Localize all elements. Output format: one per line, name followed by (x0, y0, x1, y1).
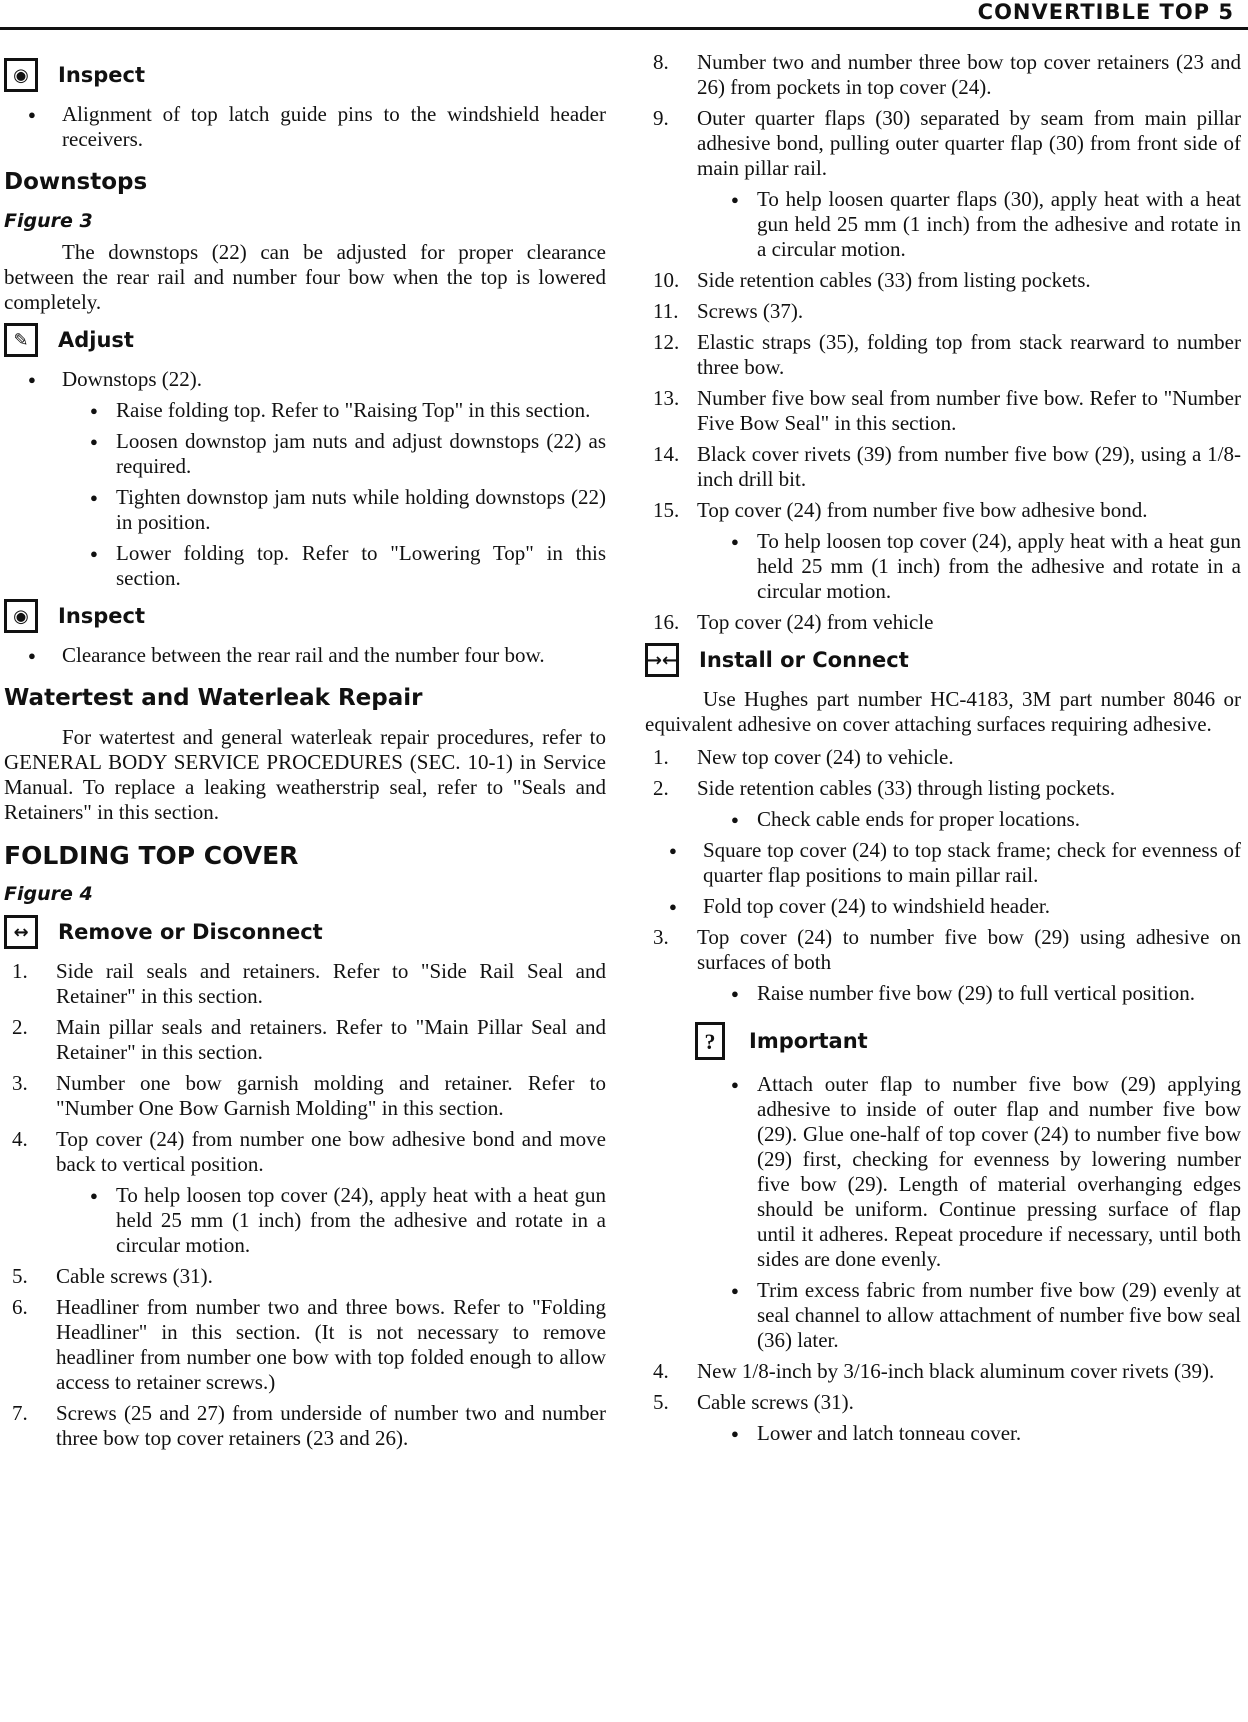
numbered-step: 1. Side rail seals and retainers. Refer to "Side Rail Seal and Retainer" in this section. (12, 959, 606, 1008)
bullet-item: ● Fold top cover (24) to windshield header. (645, 894, 1241, 919)
adjust-heading (4, 323, 606, 357)
numbered-step: 5. Cable screws (31). (653, 1390, 854, 1414)
numbered-step: 2. Main pillar seals and retainers. Refer to "Main Pillar Seal and Retainer" in this section. (12, 1015, 606, 1064)
numbered-step: 3. Top cover (24) to number five bow (29) using adhesive on surfaces of both (653, 925, 1241, 974)
figure-ref: Figure 4 (4, 883, 93, 905)
numbered-step: 4. Top cover (24) from number one bow adhesive bond and move back to vertical position. (12, 1127, 606, 1176)
page-title: CONVERTIBLE TOP 5 (977, 0, 1234, 24)
sub-bullet: ● Attach outer flap to number five bow (29) applying adhesive to inside of outer flap and number five bow (29). Glue one-half of top cover (24) to number five bow (29) first, checking for evenness by lowering number five bow (29). Length of material overhanging edges should be uniform. Continue pressing surface of flap until it adheres. Repeat procedure if necessary, until both sides are done evenly. (645, 1072, 1241, 1272)
sub-bullet: ● Tighten downstop jam nuts while holding downstops (22) in position. (4, 485, 606, 535)
remove-heading (4, 915, 606, 949)
install-arrows-icon: →← (645, 643, 679, 677)
sub-bullet: ● Check cable ends for proper locations. (645, 807, 1241, 832)
sub-bullet: ● Raise folding top. Refer to "Raising Top" in this section. (4, 398, 606, 423)
install-label: Install or Connect (699, 647, 909, 672)
sub-bullet: ● Loosen downstop jam nuts and adjust downstops (22) as required. (4, 429, 606, 479)
numbered-step: 13. Number five bow seal from number five bow. Refer to "Number Five Bow Seal" in this section. (653, 386, 1241, 435)
numbered-step: 2. Side retention cables (33) through listing pockets. (653, 776, 1116, 800)
numbered-step: 7. Screws (25 and 27) from underside of number two and number three bow top cover retainers (23 and 26). (12, 1401, 606, 1450)
numbered-step: 9. Outer quarter flaps (30) separated by seam from main pillar adhesive bond, pulling outer quarter flap (30) from front side of main pillar rail. (653, 106, 1241, 180)
important-heading (695, 1022, 1241, 1060)
figure-ref: Figure 3 (4, 210, 93, 232)
paragraph: For watertest and general waterleak repair procedures, refer to GENERAL BODY SERVICE PROCEDURES (SEC. 10-1) in Service Manual. To replace a leaking weatherstrip seal, refer to "Seals and Retainers" in this section. (4, 725, 606, 824)
numbered-step: 11. Screws (37). (653, 299, 804, 323)
adjust-label: Adjust (58, 327, 134, 352)
sub-bullet: ● Trim excess fabric from number five bow (29) evenly at seal channel to allow attachment of number five bow seal (36) later. (645, 1278, 1241, 1353)
sub-bullet: ● Lower and latch tonneau cover. (645, 1421, 1241, 1446)
sub-bullet: ● To help loosen quarter flaps (30), apply heat with a heat gun held 25 mm (1 inch) from the adhesive and rotate in a circular motion. (645, 187, 1241, 262)
bullet-item: ● Square top cover (24) to top stack frame; check for evenness of quarter flap positions to main pillar rail. (645, 838, 1241, 888)
sub-bullet: ● Lower folding top. Refer to "Lowering Top" in this section. (4, 541, 606, 591)
numbered-step: 15. Top cover (24) from number five bow adhesive bond. (653, 498, 1148, 522)
install-heading (645, 643, 1241, 677)
numbered-step: 4. New 1/8-inch by 3/16-inch black aluminum cover rivets (39). (653, 1359, 1215, 1383)
bullet-item: ● Downstops (22). (4, 367, 606, 392)
inspect-label: Inspect (58, 603, 146, 628)
section-title-downstops: Downstops (4, 169, 148, 195)
bullet-item: ● Alignment of top latch guide pins to the windshield header receivers. (4, 102, 606, 152)
page-header (0, 0, 1248, 30)
important-icon: ? (695, 1022, 725, 1060)
section-title-watertest: Watertest and Waterleak Repair (4, 685, 423, 711)
header-rule (0, 27, 1248, 30)
numbered-step: 1. New top cover (24) to vehicle. (653, 745, 954, 769)
inspect-heading (4, 58, 606, 92)
numbered-step: 5. Cable screws (31). (12, 1264, 213, 1288)
numbered-step: 14. Black cover rivets (39) from number five bow (29), using a 1/8-inch drill bit. (653, 442, 1241, 491)
left-column (4, 50, 606, 1457)
section-title-folding-top: FOLDING TOP COVER (4, 841, 299, 870)
numbered-step: 3. Number one bow garnish molding and retainer. Refer to "Number One Bow Garnish Molding" in this section. (12, 1071, 606, 1120)
numbered-step: 16. Top cover (24) from vehicle (653, 610, 934, 634)
remove-arrows-icon: ↔ (4, 915, 38, 949)
right-column (645, 50, 1241, 1452)
paragraph: The downstops (22) can be adjusted for proper clearance between the rear rail and number four bow when the top is lowered completely. (4, 240, 606, 314)
numbered-step: 6. Headliner from number two and three bows. Refer to "Folding Headliner" in this section. (It is not necessary to remove headliner from number one bow with top folded enough to allow access to retainer screws.) (12, 1295, 606, 1394)
paragraph: Use Hughes part number HC-4183, 3M part number 8046 or equivalent adhesive on cover attaching surfaces requiring adhesive. (645, 687, 1241, 736)
inspect-label: Inspect (58, 62, 146, 87)
remove-label: Remove or Disconnect (58, 919, 323, 944)
numbered-step: 8. Number two and number three bow top cover retainers (23 and 26) from pockets in top cover (24). (653, 50, 1241, 99)
inspect-icon: ◉ (4, 599, 38, 633)
important-label: Important (749, 1028, 868, 1053)
inspect-heading (4, 599, 606, 633)
wrench-icon: ✎ (4, 323, 38, 357)
bullet-item: ● Clearance between the rear rail and the number four bow. (4, 643, 606, 668)
numbered-step: 12. Elastic straps (35), folding top from stack rearward to number three bow. (653, 330, 1241, 379)
sub-bullet: ● Raise number five bow (29) to full vertical position. (645, 981, 1241, 1006)
inspect-icon: ◉ (4, 58, 38, 92)
sub-bullet: ● To help loosen top cover (24), apply heat with a heat gun held 25 mm (1 inch) from the adhesive and rotate in a circular motion. (645, 529, 1241, 604)
sub-bullet: ● To help loosen top cover (24), apply heat with a heat gun held 25 mm (1 inch) from the adhesive and rotate in a circular motion. (4, 1183, 606, 1258)
numbered-step: 10. Side retention cables (33) from listing pockets. (653, 268, 1091, 292)
